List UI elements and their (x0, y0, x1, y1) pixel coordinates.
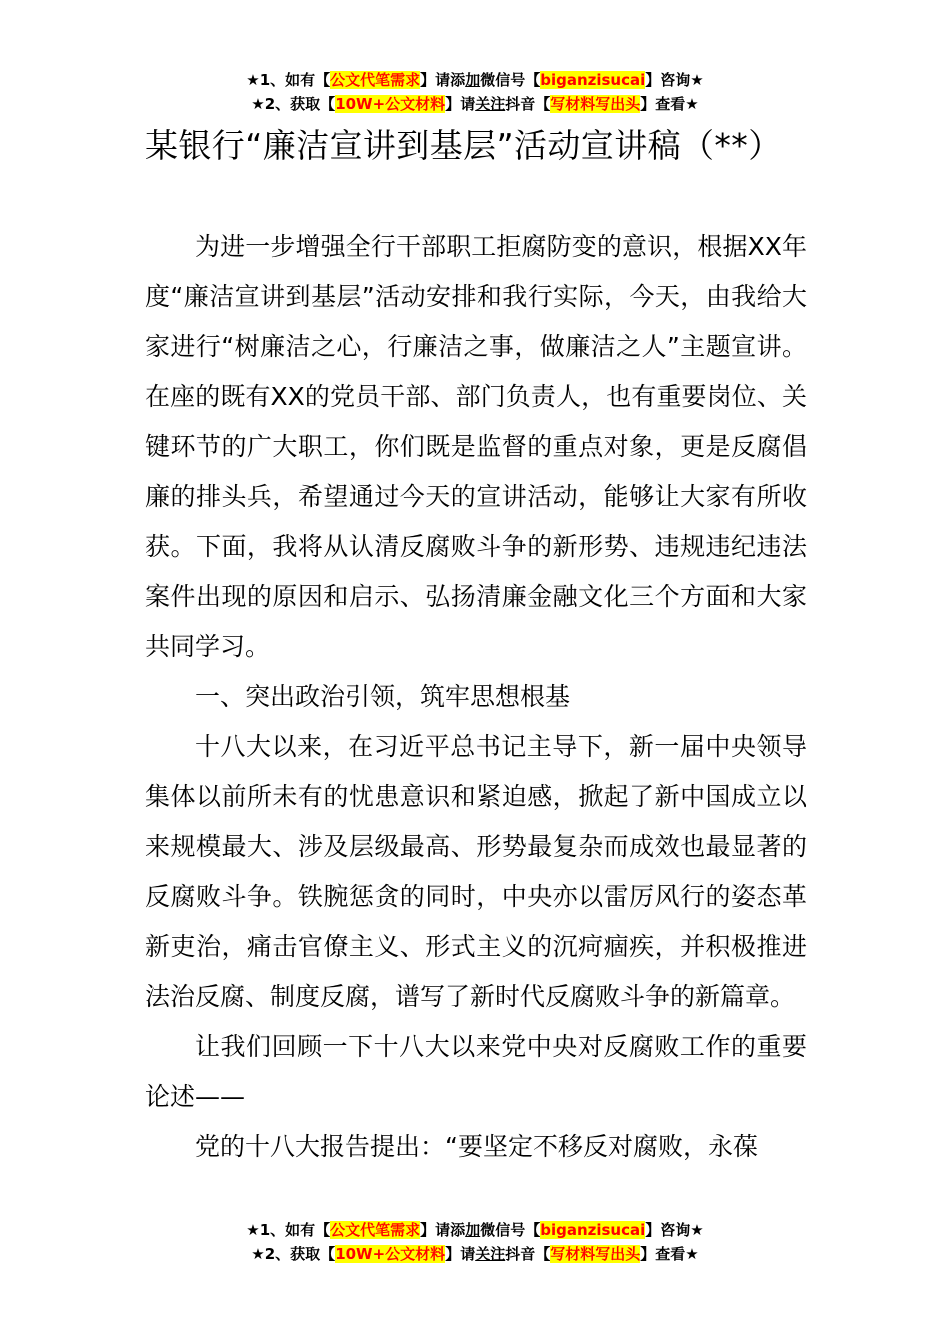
highlight-materials: 10W+公文材料 (335, 95, 446, 113)
header-notice (0, 68, 950, 116)
paragraph-anti-corruption: 十八大以来，在习近平总书记主导下，新一届中央领导集体以前所未有的忧患意识和紧迫感，掀起了新中国成立以来规模最大、涉及层级最高、形势最复杂而成效也最显著的反腐败斗争。铁腕惩贪的同时，中央亦以雷厉风行的姿态革新吏治，痛击官僚主义、形式主义的沉疴痼疾，并积极推进法治反腐、制度反腐，谱写了新时代反腐败斗争的新篇章。 (145, 732, 807, 1011)
notice-line-2: ★2、获取【10W+公文材料】请关注抖音【写材料写出头】查看★ (251, 1245, 699, 1263)
highlight-ghostwriting: 公文代笔需求 (330, 1221, 421, 1239)
document-body (145, 222, 807, 1172)
section-heading-1: 一、突出政治引领，筑牢思想根基 (195, 682, 571, 711)
highlight-douyin-account: 写材料写出头 (550, 1245, 641, 1263)
highlight-wechat-id: biganzisucai (540, 1221, 646, 1239)
highlight-materials: 10W+公文材料 (335, 1245, 446, 1263)
footer-notice (0, 1218, 950, 1266)
paragraph-review: 让我们回顾一下十八大以来党中央对反腐败工作的重要论述—— (145, 1032, 807, 1111)
notice-line-2: ★2、获取【10W+公文材料】请关注抖音【写材料写出头】查看★ (251, 95, 699, 113)
highlight-ghostwriting: 公文代笔需求 (330, 71, 421, 89)
highlight-wechat-id: biganzisucai (540, 71, 646, 89)
notice-line-1: ★1、如有【公文代笔需求】请添加微信号【biganzisucai】咨询★ (246, 71, 704, 89)
paragraph-report-quote: 党的十八大报告提出：“要坚定不移反对腐败，永葆 (195, 1132, 758, 1161)
document-title: 某银行“廉洁宣讲到基层”活动宣讲稿（**） (145, 126, 782, 165)
paragraph-intro: 为进一步增强全行干部职工拒腐防变的意识，根据XX年度“廉洁宣讲到基层”活动安排和我行实际，今天，由我给大家进行“树廉洁之心，行廉洁之事，做廉洁之人”主题宣讲。在座的既有XX的党员干部、部门负责人，也有重要岗位、关键环节的广大职工，你们既是监督的重点对象，更是反腐倡廉的排头兵，希望通过今天的宣讲活动，能够让大家有所收获。下面，我将从认清反腐败斗争的新形势、违规违纪违法案件出现的原因和启示、弘扬清廉金融文化三个方面和大家共同学习。 (145, 232, 807, 661)
notice-line-1: ★1、如有【公文代笔需求】请添加微信号【biganzisucai】咨询★ (246, 1221, 704, 1239)
highlight-douyin-account: 写材料写出头 (550, 95, 641, 113)
